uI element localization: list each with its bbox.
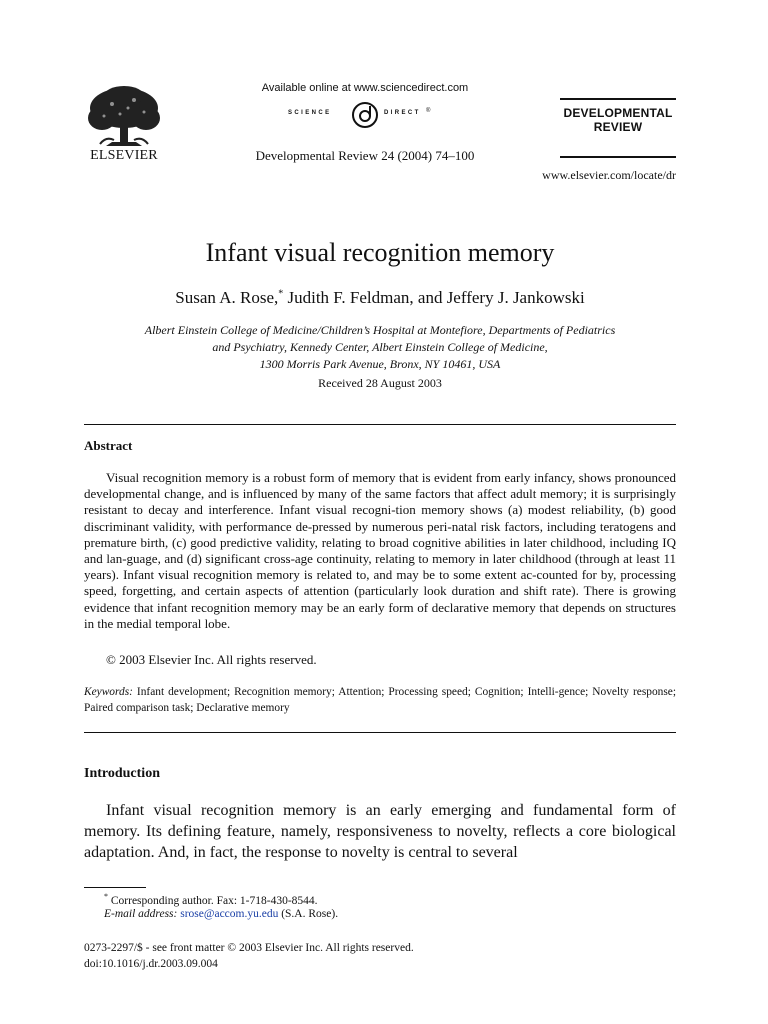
sd-at-icon xyxy=(350,100,380,130)
sciencedirect-logo xyxy=(288,100,448,130)
sd-right-word: DIRECT xyxy=(384,110,421,116)
author-others: Judith F. Feldman, and Jeffery J. Jankowski xyxy=(283,288,585,307)
journal-rule-top xyxy=(560,98,676,100)
affiliation-line: and Psychiatry, Kennedy Center, Albert Einstein College of Medicine, xyxy=(212,340,548,354)
abstract-copyright: © 2003 Elsevier Inc. All rights reserved. xyxy=(106,652,317,667)
journal-rule-bottom xyxy=(560,156,676,158)
journal-title-box xyxy=(560,98,676,158)
article-title: Infant visual recognition memory xyxy=(205,238,555,267)
journal-title-line2: REVIEW xyxy=(593,120,643,134)
footnote-corresponding-text: Corresponding author. Fax: 1-718-430-8544. xyxy=(108,894,318,907)
journal-title-line1: DEVELOPMENTAL xyxy=(563,106,673,120)
doi-line[interactable]: doi:10.1016/j.dr.2003.09.004 xyxy=(84,958,218,970)
footnote-email xyxy=(104,908,338,920)
divider-top xyxy=(84,424,676,425)
keywords xyxy=(84,684,676,716)
affiliation-line: 1300 Morris Park Avenue, Bronx, NY 10461, USA xyxy=(259,357,501,371)
abstract-heading: Abstract xyxy=(84,438,133,453)
author-primary: Susan A. Rose, xyxy=(175,288,279,307)
available-online-link[interactable]: Available online at www.sciencedirect.com xyxy=(261,82,469,94)
abstract-text: Visual recognition memory is a robust form of memory that is evident from early infancy, shows pronounced developmental change, and is influenced by many of the same factors that affect adult memory; it is surprisingly resistant to decay and interference. Infant visual recogni-tion memory shows (a) modest reliability, (b) good discriminant validity, with performance de-pressed by numerous peri-natal risk factors, including teratogens and premature birth, (c) good predictive validity, relating to broad cognitive abilities in later childhood, including IQ and lan-guage, and (d) significant cross-age continuity, relating to memory in later childhood (through at least 11 years). Infant visual recognition memory is related to, and may be to some extent ac-counted for by, processing speed, forgetting, and certain aspects of attention (particularly look duration and shift rate). There is growing evidence that infant recognition memory may be an early form of declarative memory that depends on structures in the medial temporal lobe. xyxy=(84,470,676,631)
sd-registered-mark: ® xyxy=(426,108,431,114)
publisher-name: ELSEVIER xyxy=(90,148,158,163)
received-date: Received 28 August 2003 xyxy=(318,376,442,390)
corresponding-mark[interactable]: * xyxy=(278,288,284,300)
email-link[interactable]: srose@accom.yu.edu xyxy=(180,908,279,920)
affiliation xyxy=(84,322,676,373)
journal-reference: Developmental Review 24 (2004) 74–100 xyxy=(255,148,475,163)
journal-url-link[interactable]: www.elsevier.com/locate/dr xyxy=(542,168,676,182)
footnote-mark: * xyxy=(104,892,108,901)
footnote-corresponding xyxy=(104,892,318,907)
author-list xyxy=(84,288,676,308)
email-label: E-mail address: xyxy=(104,908,178,920)
sd-left-word: SCIENCE xyxy=(288,110,332,116)
introduction-text: Infant visual recognition memory is an early emerging and fundamental form of memory. Its defining feature, namely, responsiveness to novelty, reflects a core biological adaptation. And, in fact, the response to novelty is central to several xyxy=(84,802,676,861)
keywords-list: Infant development; Recognition memory; Attention; Processing speed; Cognition; Intelli-gence; Novelty response; Paired comparison task; Declarative memory xyxy=(84,686,676,714)
issn-line: 0273-2297/$ - see front matter © 2003 Elsevier Inc. All rights reserved. xyxy=(84,942,414,954)
introduction-heading: Introduction xyxy=(84,766,160,781)
affiliation-line: Albert Einstein College of Medicine/Children’s Hospital at Montefiore, Departments of Pediatrics xyxy=(144,323,616,337)
email-suffix: (S.A. Rose). xyxy=(278,908,339,920)
keywords-label: Keywords: xyxy=(84,686,133,698)
footnote-rule xyxy=(84,887,146,888)
divider-bottom xyxy=(84,732,676,733)
